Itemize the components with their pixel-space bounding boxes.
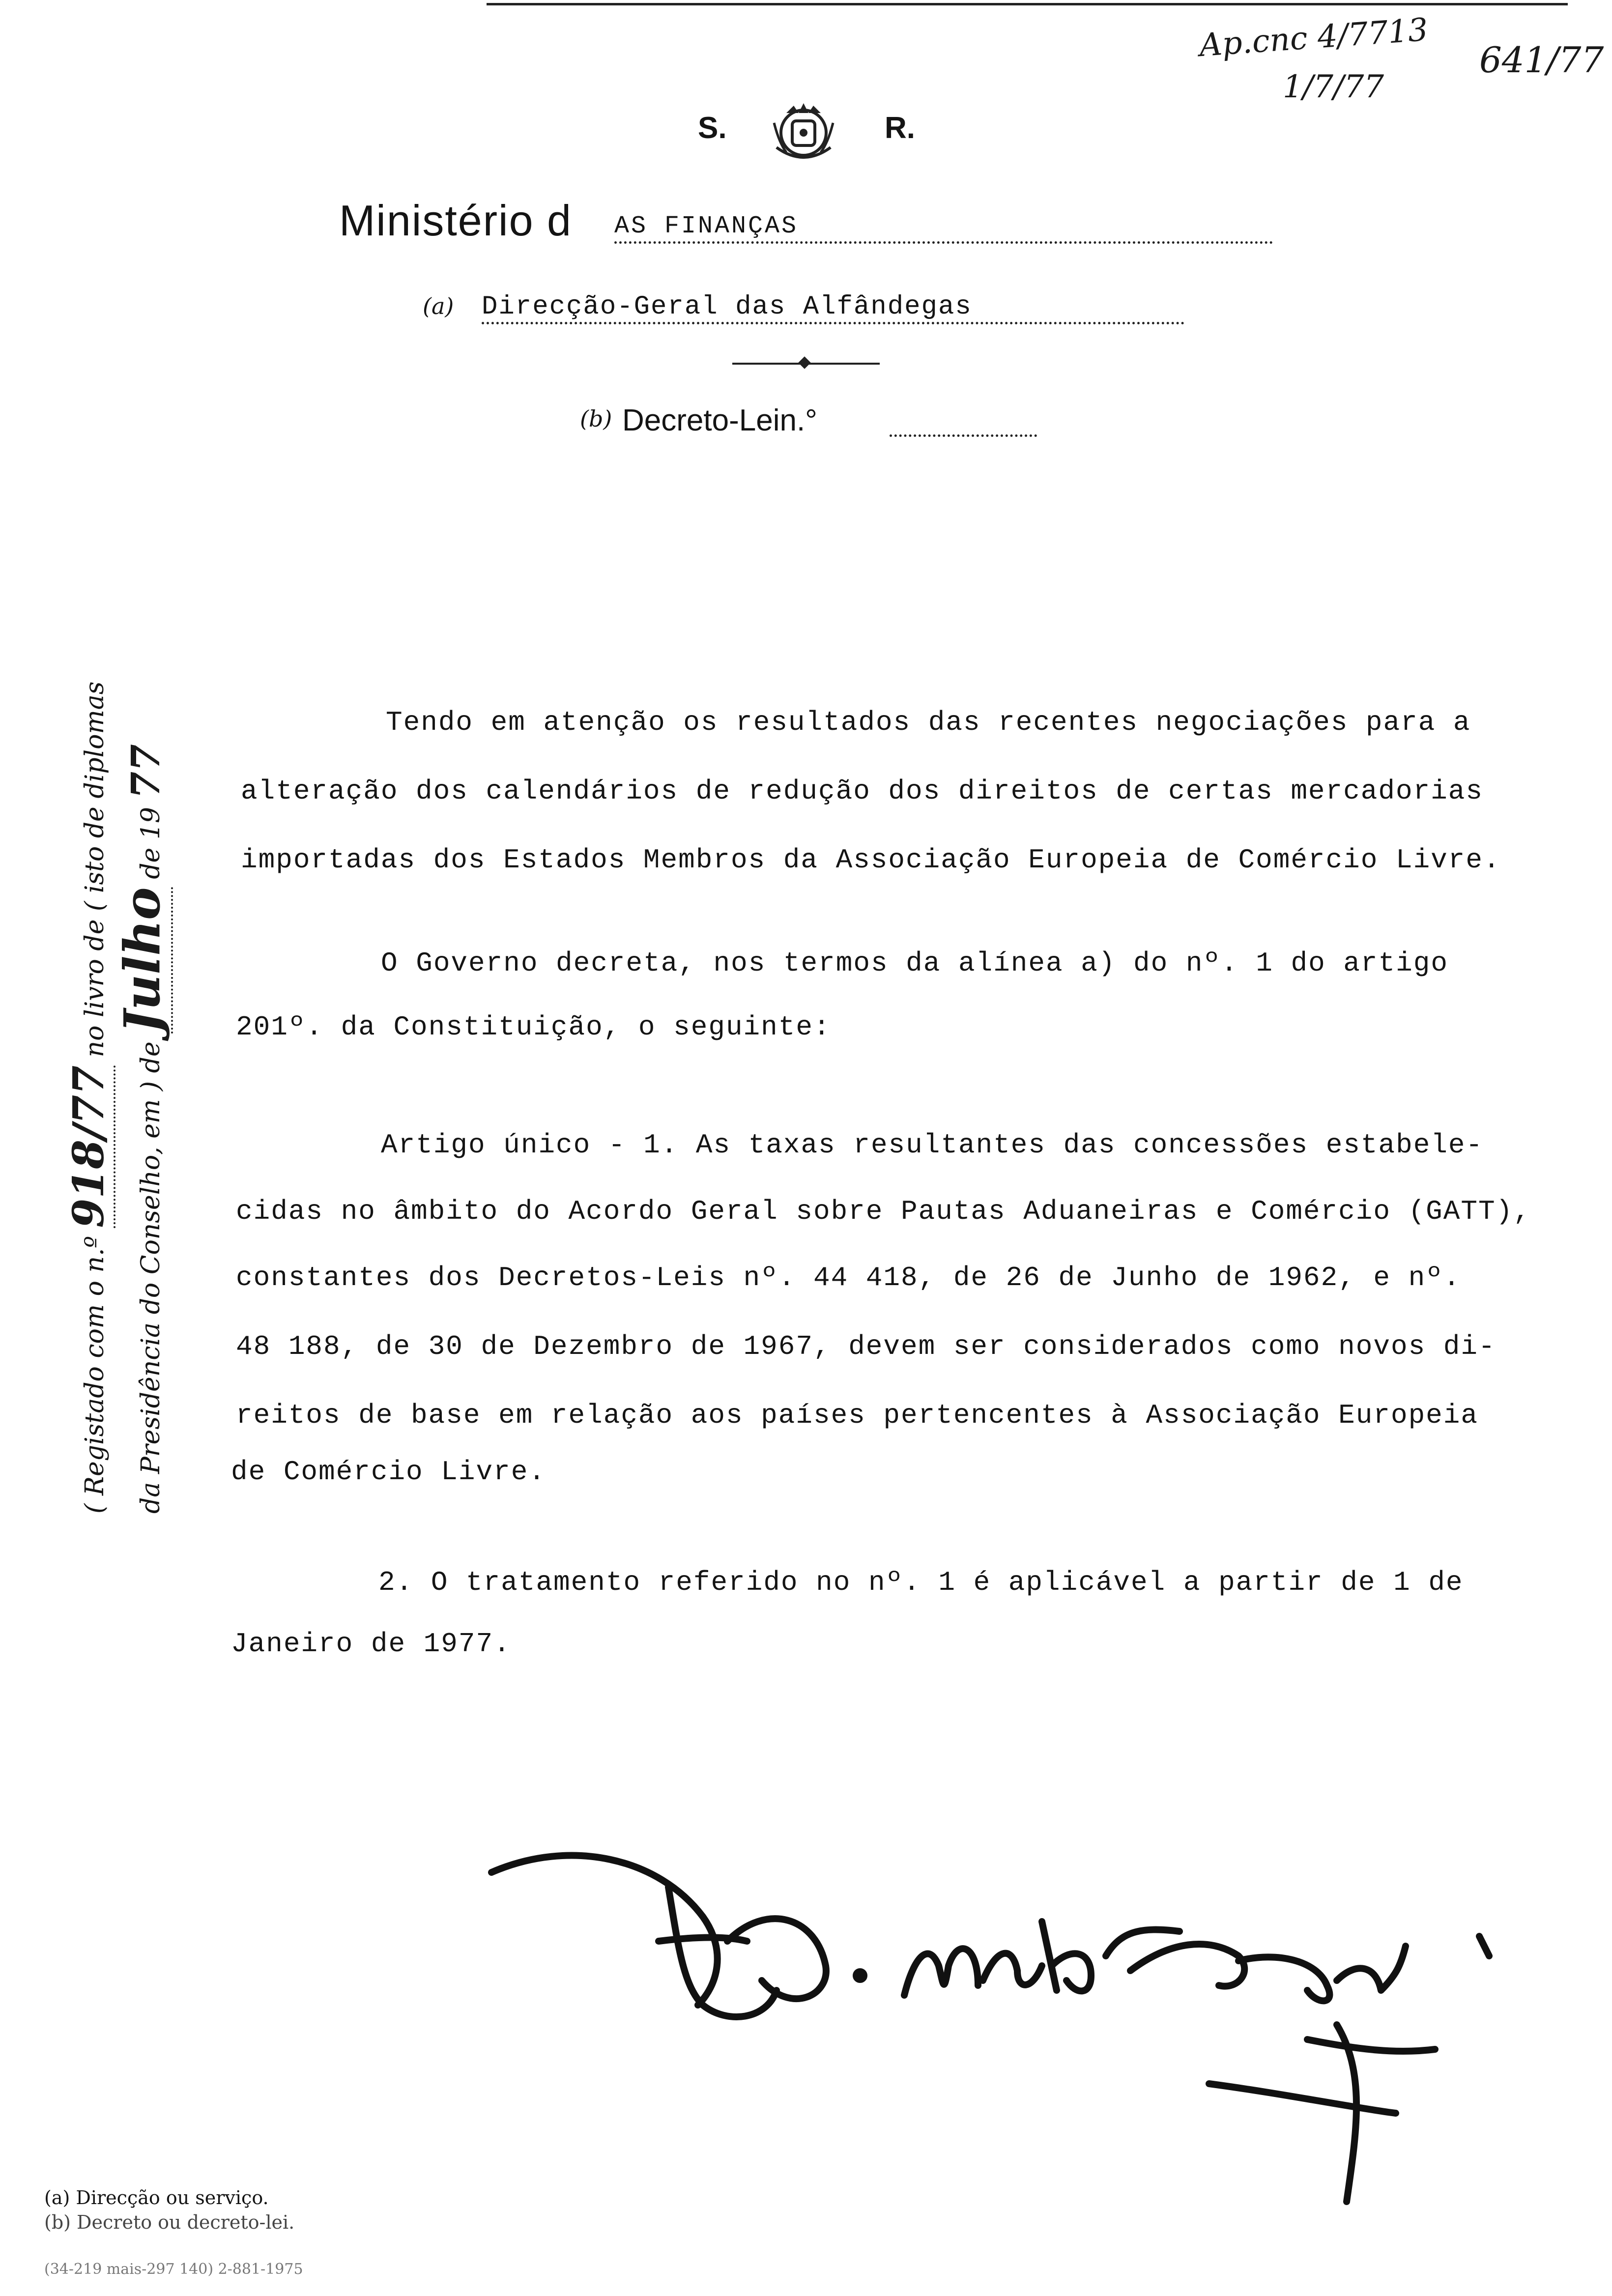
direction-name: Direcção-Geral das Alfândegas bbox=[482, 292, 1184, 324]
para1-line3: importadas dos Estados Membros da Associação Europeia de Comércio Livre. bbox=[241, 844, 1501, 876]
margin-note-line-1 bbox=[64, 682, 114, 1514]
margin-note-month: Julho bbox=[113, 887, 173, 1033]
coat-of-arms-seal bbox=[767, 93, 840, 167]
ministry-prefix: Ministério d bbox=[339, 196, 572, 245]
handwritten-date: 1/7/77 bbox=[1283, 69, 1384, 105]
margin-note-text-1c: isto de diplomas bbox=[80, 681, 110, 893]
ministry-name: AS FINANÇAS bbox=[614, 212, 1273, 244]
margin-registration-note bbox=[20, 580, 177, 1514]
para4-line2: Janeiro de 1977. bbox=[231, 1628, 511, 1660]
margin-note-number: 918/77 bbox=[64, 1065, 115, 1228]
margin-note-text-2b: ) de bbox=[136, 1041, 166, 1091]
para3-line1: Artigo único - 1. As taxas resultantes das concessões estabele- bbox=[381, 1129, 1484, 1161]
handwritten-reference: Ap.cnc 4/7713 bbox=[1198, 11, 1429, 64]
margin-note-line-2 bbox=[113, 744, 171, 1514]
para3-line6: de Comércio Livre. bbox=[231, 1456, 546, 1488]
para2-line1: O Governo decreta, nos termos da alínea a) do nº. 1 do artigo bbox=[381, 947, 1448, 979]
divider-diamond bbox=[798, 356, 810, 369]
footer-note-b: (b) Decreto ou decreto-lei. bbox=[44, 2211, 295, 2233]
margin-note-text-2c: de 19 bbox=[136, 807, 166, 879]
header-s-letter: S. bbox=[698, 111, 727, 145]
handwritten-number: 641/77 bbox=[1479, 39, 1604, 81]
para3-line4: 48 188, de 30 de Dezembro de 1967, devem ser considerados como novos di- bbox=[236, 1331, 1496, 1362]
margin-note-text-1a: ( Registado com o n.º bbox=[80, 1236, 110, 1514]
direction-marker: (a) bbox=[423, 293, 454, 319]
decree-label: Decreto-Lein.° bbox=[622, 403, 817, 437]
footer-print-code: (34-219 mais-297 140) 2-881-1975 bbox=[44, 2261, 303, 2278]
para3-line3: constantes dos Decretos-Leis nº. 44 418, de 26 de Junho de 1962, e nº. bbox=[236, 1262, 1461, 1293]
top-rule bbox=[487, 3, 1568, 5]
footer-note-a: (a) Direcção ou serviço. bbox=[44, 2187, 269, 2209]
para1-line1: Tendo em atenção os resultados das recentes negociações para a bbox=[386, 707, 1471, 738]
handwritten-signature bbox=[472, 1818, 1553, 2221]
para4-line1: 2. O tratamento referido no nº. 1 é aplicável a partir de 1 de bbox=[378, 1567, 1464, 1598]
para2-line2: 201º. da Constituição, o seguinte: bbox=[236, 1011, 831, 1043]
margin-note-year: 77 bbox=[122, 744, 169, 799]
para1-line2: alteração dos calendários de redução dos direitos de certas mercadorias bbox=[241, 775, 1483, 807]
margin-note-text-2a: da Presidência do Conselho, em bbox=[136, 1099, 166, 1514]
decree-number-blank bbox=[890, 433, 1037, 437]
header-r-letter: R. bbox=[885, 111, 915, 145]
decree-marker: (b) bbox=[580, 405, 612, 432]
para3-line5: reitos de base em relação aos países pertencentes à Associação Europeia bbox=[236, 1400, 1478, 1431]
margin-note-text-1b: no livro de ( bbox=[80, 901, 110, 1058]
para3-line2: cidas no âmbito do Acordo Geral sobre Pautas Aduaneiras e Comércio (GATT), bbox=[236, 1196, 1531, 1227]
